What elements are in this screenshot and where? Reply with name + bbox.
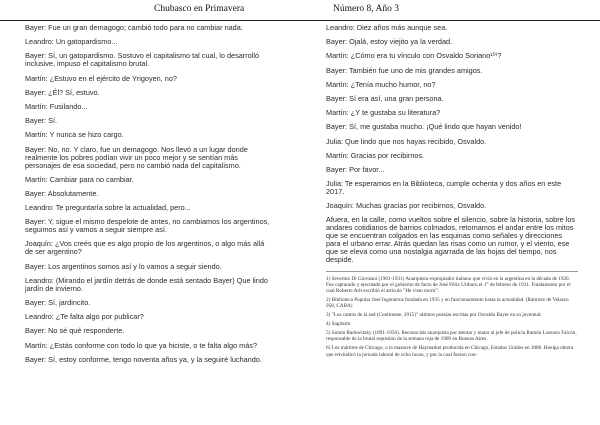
dialogue-line: Leandro: Te preguntaría sobre la actualidad, pero... [25, 203, 191, 213]
footnote: 5) Simón Radowitzky (1891-1956). Reconocido anarquista por atentar y matar al jefe de policía Ramón Lorenzo Falcón, responsable de la brutal represión de la semana roja de 1909 en Buenos Aires. [326, 330, 577, 343]
footnote: 3) "Los cantos de la sed (Continente, 2015)" ultimos poesías escritas por Osvaldo Bayer en su juventud. [326, 312, 542, 319]
footnote: 4) Sagitario [326, 321, 351, 328]
dialogue-line: Bayer: ¿Él? Sí, estuvo. [25, 87, 100, 97]
dialogue-line: Martín: Gracias por recibirnos. [326, 150, 425, 160]
dialogue-line: Bayer: Sí. [25, 116, 58, 126]
dialogue-line: Leandro: Un gatopardismo... [25, 37, 118, 47]
dialogue-line: Martín: Fusilando... [25, 101, 88, 111]
dialogue-line: Joaquín: Muchas gracias por recibirnos, Osvaldo. [326, 201, 487, 211]
dialogue-line: Bayer: También fue uno de mis grandes amigos. [326, 65, 483, 75]
dialogue-line: Bayer: Sí, me gustaba mucho. ¡Qué lindo que hayan venido! [326, 122, 522, 132]
dialogue-line: Julia: Te esperamos en la Biblioteca, cumple ochenta y dos años en este 2017. [326, 179, 562, 197]
closing-paragraph: Afuera, en la calle, como vueltos sobre el silencio, sobre la historia, sobre los andares cotidianos de barrios colmados, retomamos el andar entre los mitos que se encuentran colgados en las esquinas como señales y direcciones para el urbano errar. Atrás quedan las risas como un rumor, y el viento, ese que se eleva como una nostalgia agarrada de las hojas del tiempo, nos despide. [326, 215, 576, 265]
right-column [326, 24, 578, 360]
dialogue-line: Bayer: Sí, un gatopardismo. Sostuvo el capitalismo tal cual, lo desarrolló inclusive, impuso el capitalismo brutal. [25, 51, 260, 69]
dialogue-line: Martín: ¿Estuvo en el ejército de Yrigoyen, no? [25, 73, 177, 83]
dialogue-line: Leandro: ¿Te falta algo por publicar? [25, 312, 144, 322]
dialogue-line: Bayer: Sí, jardincito. [25, 298, 91, 307]
dialogue-line: Bayer: Los argentinos somos así y lo vamos a seguir siendo. [25, 261, 222, 271]
footnote: 6) Los mártires de Chicago, o la masacre de Haymarket producida en Chicago, Estados Unidos en 1886. Huelga obrera que reivindicó la jornada laboral de ocho horas, y por la cual fueron con- [326, 345, 574, 358]
issue-number: Número 8, Año 3 [333, 4, 399, 14]
dialogue-line: Martín: ¿Cómo era tu vínculo con Osvaldo Soriano¹⁰⁾? [326, 51, 502, 61]
dialogue-line: Joaquín: ¿Vos creés que es algo propio de los argentinos, o algo más allá de ser argentino? [25, 239, 265, 257]
dialogue-line: Bayer: Por favor... [326, 164, 385, 174]
dialogue-line: Bayer: No sé qué responderte. [25, 326, 125, 336]
dialogue-line: Martín: ¿Y te gustaba su literatura? [326, 108, 441, 118]
page-header [0, 0, 600, 21]
dialogue-line: Bayer: Fue un gran demagogo; cambió todo para no cambiar nada. [25, 23, 243, 32]
dialogue-line: Bayer: No, no. Y claro, fue un demagogo. Nos llevó a un lugar donde realmente los pobres podían vivir un poco mejor y se sentían más personajes de esa sociedad, pero no cambió nada del capitalismo. [25, 144, 248, 170]
dialogue-line: Martín: ¿Estás conforme con todo lo que ya hiciste, o te falta algo más? [25, 340, 257, 350]
dialogue-line: Martín: ¿Tenía mucho humor, no? [326, 79, 436, 89]
dialogue-line: Martín: Cambiar para no cambiar. [25, 174, 134, 184]
footnote: 1) Severino Di Giovanni (1901-1931) Anarquista expropiador italiano que vivió en la argentina en la década de 1920. Fue capturado y ejecutado por el gobierno de facto de José Félix Uriburu el 1° de febrero de 1931. Fundamento por el cual Roberto Arlt escribió el artículo "He visto morir". [326, 275, 571, 295]
dialogue-line: Leandro: (Mirando el jardín detrás de donde está sentado Bayer) Que lindo jardín de invierno. [25, 275, 268, 293]
dialogue-line: Leandro: Diez años más aunque sea. [326, 23, 448, 32]
footnotes-divider [326, 271, 578, 272]
footnote: 2) Biblioteca Popular José Ingenieros fundada en 1935 y en funcionamiento hasta la actualidad. (Ramírez de Velasco 958, CABA) [326, 297, 569, 310]
left-column [25, 24, 273, 370]
dialogue-line: Bayer: Sí era así, una gran persona. [326, 93, 444, 103]
publication-title: Chubasco en Primavera [154, 4, 245, 14]
dialogue-line: Julia: Que lindo que nos hayas recibido, Osvaldo. [326, 136, 487, 146]
footnotes [326, 276, 578, 358]
dialogue-line: Bayer: Y, sigue el mismo despelote de antes, no cambiamos los argentinos, seguimos así y vamos a seguir siempre así. [25, 217, 270, 235]
dialogue-line: Bayer: Sí, estoy conforme, tengo noventa años ya, y la seguiré luchando. [25, 354, 262, 364]
dialogue-line: Bayer: Ojalá, estoy viejito ya la verdad. [326, 37, 453, 47]
dialogue-line: Bayer: Absolutamente. [25, 188, 99, 198]
dialogue-line: Martín: Y nunca se hizo cargo. [25, 130, 124, 140]
